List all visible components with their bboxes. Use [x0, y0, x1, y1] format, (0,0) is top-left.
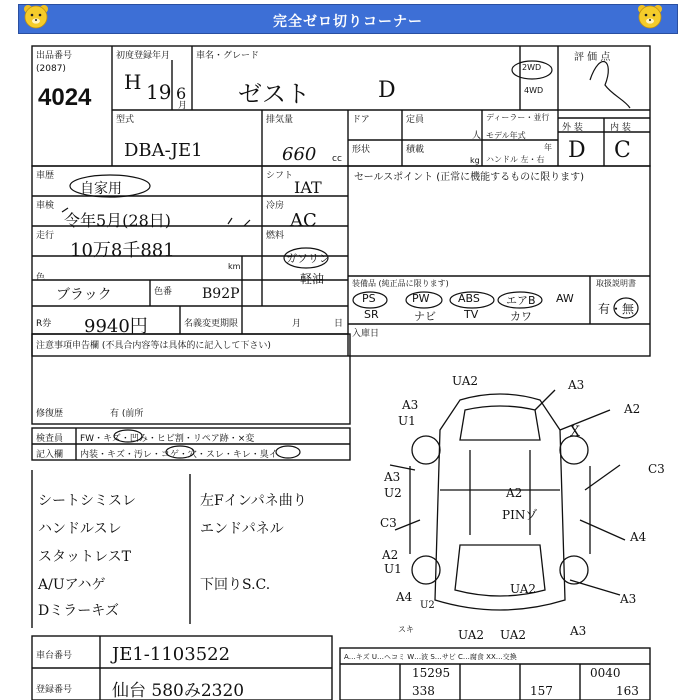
load-unit: kg	[470, 156, 480, 165]
lot-number: 4024	[38, 84, 92, 111]
manual-label: 取扱説明書	[596, 279, 636, 288]
year: 19	[146, 80, 172, 104]
note-line: ハンドルスレ	[38, 521, 122, 537]
month-unit: 月	[178, 101, 188, 111]
note-line: スタットレスT	[38, 549, 131, 565]
damage-mark: A3	[384, 470, 401, 484]
fuel-alt: 軽油	[300, 272, 325, 286]
note-line-right: エンドパネル	[200, 521, 284, 537]
fuel-value: ガソリン	[286, 252, 330, 265]
capacity-unit: 人	[472, 131, 482, 141]
model-label: 型式	[116, 115, 135, 125]
mileage-value: 10万8千881	[70, 240, 175, 261]
mileage-label: 走行	[36, 231, 55, 241]
handle-label: ハンドル 左・右	[486, 155, 545, 164]
lot-sub: (2087)	[36, 64, 66, 74]
damage-mark: U1	[384, 562, 402, 576]
equip-aw: AW	[556, 292, 574, 305]
month: 6	[176, 84, 187, 103]
footer-value: 163	[616, 684, 639, 698]
damage-legend: A…キズ U…ヘコミ W…波 S…サビ C…腐食 XX…交換	[344, 653, 517, 661]
exterior-label: 外 装	[562, 123, 583, 133]
damage-mark: UA2	[500, 628, 527, 642]
shape-label: 形状	[352, 145, 371, 155]
equip-ps: PS	[362, 292, 376, 305]
equip-label: 装備品 (純正品に限ります)	[352, 279, 449, 288]
ac-value: AC	[290, 210, 317, 231]
damage-mark: A2	[382, 548, 399, 562]
equip-leather: カワ	[510, 310, 532, 323]
capacity-label: 定員	[406, 115, 425, 125]
note-line: A/Uアハゲ	[38, 577, 106, 593]
manual-value: 有・無	[598, 302, 635, 316]
damage-mark: A4	[630, 530, 647, 544]
door-label: ドア	[352, 115, 370, 125]
equip-sr: SR	[364, 308, 379, 321]
disp-label: 排気量	[266, 115, 294, 125]
exterior-grade: D	[568, 138, 586, 163]
damage-mark: A2	[624, 402, 641, 416]
remarks-label: 記入欄	[36, 450, 64, 460]
repair-label: 修復歴	[36, 409, 64, 419]
damage-mark: X	[570, 424, 580, 440]
reg-no-label: 登録番号	[36, 685, 73, 695]
model-value: DBA-JE1	[124, 140, 203, 161]
equip-navi: ナビ	[414, 310, 436, 323]
grade: D	[378, 78, 396, 103]
note-line: シートシミスレ	[38, 493, 136, 509]
footer-value: 157	[530, 684, 553, 698]
footer-value: 0040	[590, 666, 621, 680]
damage-mark: スキ	[398, 625, 414, 634]
load-label: 積載	[406, 145, 425, 155]
arrival-label: 入庫日	[352, 329, 380, 339]
damage-mark: A4	[396, 590, 413, 604]
shift-label: シフト	[266, 171, 294, 181]
repair-value: 有 (前所	[110, 409, 144, 419]
interior-grade: C	[614, 138, 631, 163]
damage-mark: A3	[570, 624, 587, 638]
equip-tv: TV	[464, 308, 479, 321]
damage-mark: U2	[420, 600, 435, 611]
equip-abs: ABS	[458, 292, 480, 305]
car-label: 車名・グレード	[196, 51, 260, 61]
reg-label: 車歴	[36, 171, 55, 181]
chassis-value: JE1-1103522	[112, 644, 231, 665]
color-value: ブラック	[56, 287, 112, 303]
equip-pw: PW	[412, 292, 430, 305]
damage-mark: A3	[568, 378, 585, 392]
remarks-items: 内装・キズ・汚レ・コゲ・穴・スレ・キレ・臭イ	[80, 450, 278, 460]
damage-mark: UA2	[458, 628, 485, 642]
interior-label: 内 装	[610, 123, 631, 133]
lot-label: 出品番号	[36, 51, 73, 61]
color-label: 色	[36, 273, 46, 283]
name-change-day: 日	[334, 319, 344, 329]
drive-2wd: 2WD	[522, 63, 542, 72]
damage-mark: U2	[384, 486, 402, 500]
mileage-unit: km	[228, 262, 241, 271]
damage-mark: A3	[620, 592, 637, 606]
footer-value: 338	[412, 684, 435, 698]
note-line-right: 左Fインパネ曲り	[200, 493, 307, 509]
reg-no-value: 仙台 580み2320	[112, 681, 245, 700]
sales-label: セールスポイント (正常に機能するものに限ります)	[354, 172, 585, 183]
model-year-unit: 年	[544, 143, 552, 152]
reg-value: 自家用	[80, 181, 122, 197]
damage-mark: C3	[380, 516, 397, 530]
score-label: 評 価 点	[574, 52, 611, 63]
dealer-label: ディーラー・並行	[486, 113, 550, 122]
name-change-label: 名義変更期限	[184, 319, 239, 329]
name-change-month: 月	[292, 319, 302, 329]
first-reg-label: 初度登録年月	[116, 51, 171, 61]
fuel-label: 燃料	[266, 231, 285, 241]
era: H	[124, 70, 142, 94]
damage-mark: A3	[402, 398, 419, 412]
disp-unit: cc	[332, 154, 342, 164]
ac-label: 冷房	[266, 201, 285, 211]
recycle-value: 9940円	[84, 316, 148, 337]
damage-mark: UA2	[510, 582, 537, 596]
damage-mark: C3	[648, 462, 665, 476]
inspector-items: FW・キズ・凹み・ヒビ割・リペア跡・×変	[80, 434, 255, 444]
color-code-label: 色番	[154, 287, 173, 297]
drive-4wd: 4WD	[524, 86, 544, 95]
inspection-label: 車検	[36, 201, 55, 211]
recycle-label: R券	[36, 319, 52, 329]
inspection-value: 令年5月(28日)	[64, 211, 172, 230]
model-year-label: モデル年式	[486, 131, 526, 140]
disp-value: 660	[282, 144, 317, 165]
inspector-label: 検査員	[36, 434, 64, 444]
footer-value: 15295	[412, 666, 451, 680]
damage-mark: A2	[506, 486, 523, 500]
chassis-label: 車台番号	[36, 651, 73, 661]
banner-title: 完全ゼロ切りコーナー	[273, 14, 423, 30]
note-line: Dミラーキズ	[38, 603, 119, 619]
damage-mark: PINゾ	[502, 508, 538, 522]
caution-label: 注意事項申告欄 (不具合内容等は具体的に記入して下さい)	[36, 341, 271, 351]
damage-mark: U1	[398, 414, 416, 428]
car-name: ゼスト	[238, 80, 310, 108]
note-line-right: 下回りS.C.	[200, 577, 271, 593]
color-code-value: B92P	[202, 286, 240, 302]
equip-airbag: エアB	[506, 294, 536, 307]
damage-mark: UA2	[452, 374, 479, 388]
shift-value: IAT	[294, 178, 322, 197]
